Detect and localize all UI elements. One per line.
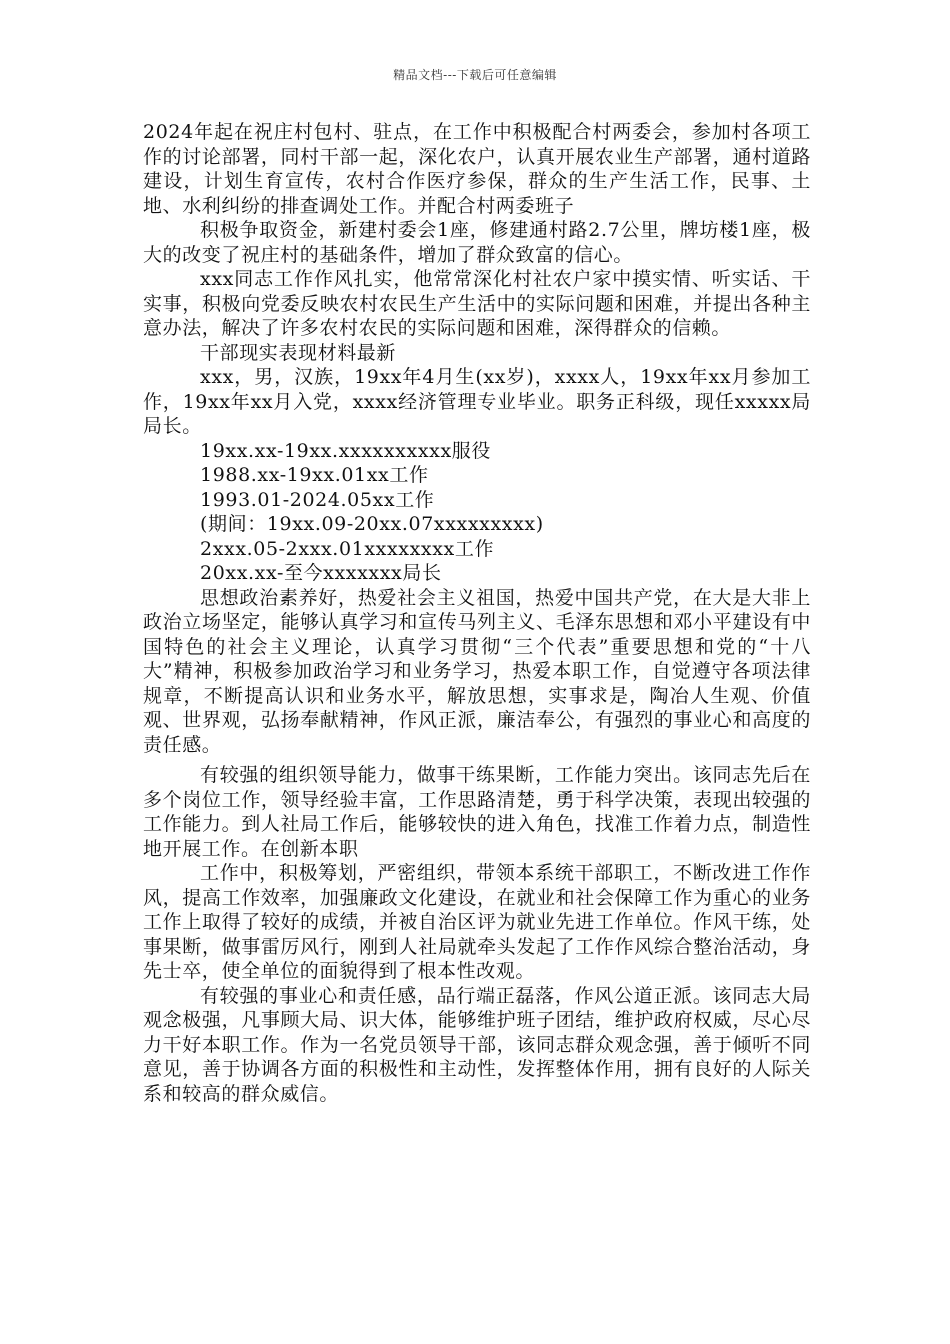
paragraph: 有较强的组织领导能力，做事干练果断，工作能力突出。该同志先后在多个岗位工作，领导经验丰富，工作思路清楚，勇于科学决策，表现出较强的工作能力。到人社局工作后，能够较快的进入角色，找准工作着力点，制造性地开展工作。在创新本职 — [143, 764, 811, 860]
paragraph: xxx同志工作作风扎实，他常常深化村社农户家中摸实情、听实话、干实事，积极向党委反映农村农民生产生活中的实际问题和困难，并提出各种主意办法，解决了许多农村农民的实际问题和困难，深得群众的信赖。 — [143, 268, 811, 339]
section-title: 干部现实表现材料最新 — [200, 341, 397, 364]
paragraph: 工作中，积极筹划，严密组织，带领本系统干部职工，不断改进工作作风，提高工作效率，加强廉政文化建设，在就业和社会保障工作为重心的业务工作上取得了较好的成绩，并被自治区评为就业先进工作单位。作风干练，处事果断，做事雷厉风行，刚到人社局就牵头发起了工作作风综合整治活动，身先士卒，使全单位的面貌得到了根本性改观。 — [143, 862, 811, 982]
paragraph: 有较强的事业心和责任感，品行端正磊落，作风公道正派。该同志大局观念极强，凡事顾大局、识大体，能够维护班子团结，维护政府权威，尽心尽力干好本职工作。作为一名党员领导干部，该同志群众观念强，善于倾听不同意见，善于协调各方面的积极性和主动性，发挥整体作用，拥有良好的人际关系和较高的群众威信。 — [143, 984, 811, 1105]
resume-line: (期间：19xx.09-20xx.07xxxxxxxxx) — [200, 513, 544, 535]
paragraph: xxx，男，汉族，19xx年4月生(xx岁)，xxxx人，19xx年xx月参加工作，19xx年xx月入党，xxxx经济管理专业毕业。职务正科级，现任xxxxx局局长。 — [143, 366, 811, 437]
document-body — [143, 120, 811, 1106]
paragraph: 积极争取资金，新建村委会1座，修建通村路2.7公里，牌坊楼1座，极大的改变了祝庄村的基础条件，增加了群众致富的信心。 — [143, 219, 811, 266]
paragraph: 思想政治素养好，热爱社会主义祖国，热爱中国共产党，在大是大非上政治立场坚定，能够认真学习和宣传马列主义、毛泽东思想和邓小平建设有中国特色的社会主义理论，认真学习贯彻“三个代表”重要思想和党的“十八大”精神，积极参加政治学习和业务学习，热爱本职工作，自觉遵守各项法律规章，不断提高认识和业务水平，解放思想，实事求是，陶冶人生观、价值观、世界观，弘扬奉献精神，作风正派，廉洁奉公，有强烈的事业心和高度的责任感。 — [143, 586, 811, 756]
page-header: 精品文档---下载后可任意编辑 — [393, 68, 557, 82]
resume-line: 1988.xx-19xx.01xx工作 — [200, 464, 429, 486]
resume-line: 2xxx.05-2xxx.01xxxxxxxx工作 — [200, 537, 495, 560]
resume-line: 19xx.xx-19xx.xxxxxxxxxx服役 — [200, 439, 491, 462]
resume-line: 1993.01-2024.05xx工作 — [200, 488, 435, 511]
paragraph: 2024年起在祝庄村包村、驻点，在工作中积极配合村两委会，参加村各项工作的讨论部署，同村干部一起，深化农户，认真开展农业生产部署，通村道路建设，计划生育宣传，农村合作医疗参保，群众的生产生活工作，民事、土地、水利纠纷的排查调处工作。并配合村两委班子 — [143, 121, 811, 217]
resume-line: 20xx.xx-至今xxxxxxx局长 — [200, 562, 442, 584]
